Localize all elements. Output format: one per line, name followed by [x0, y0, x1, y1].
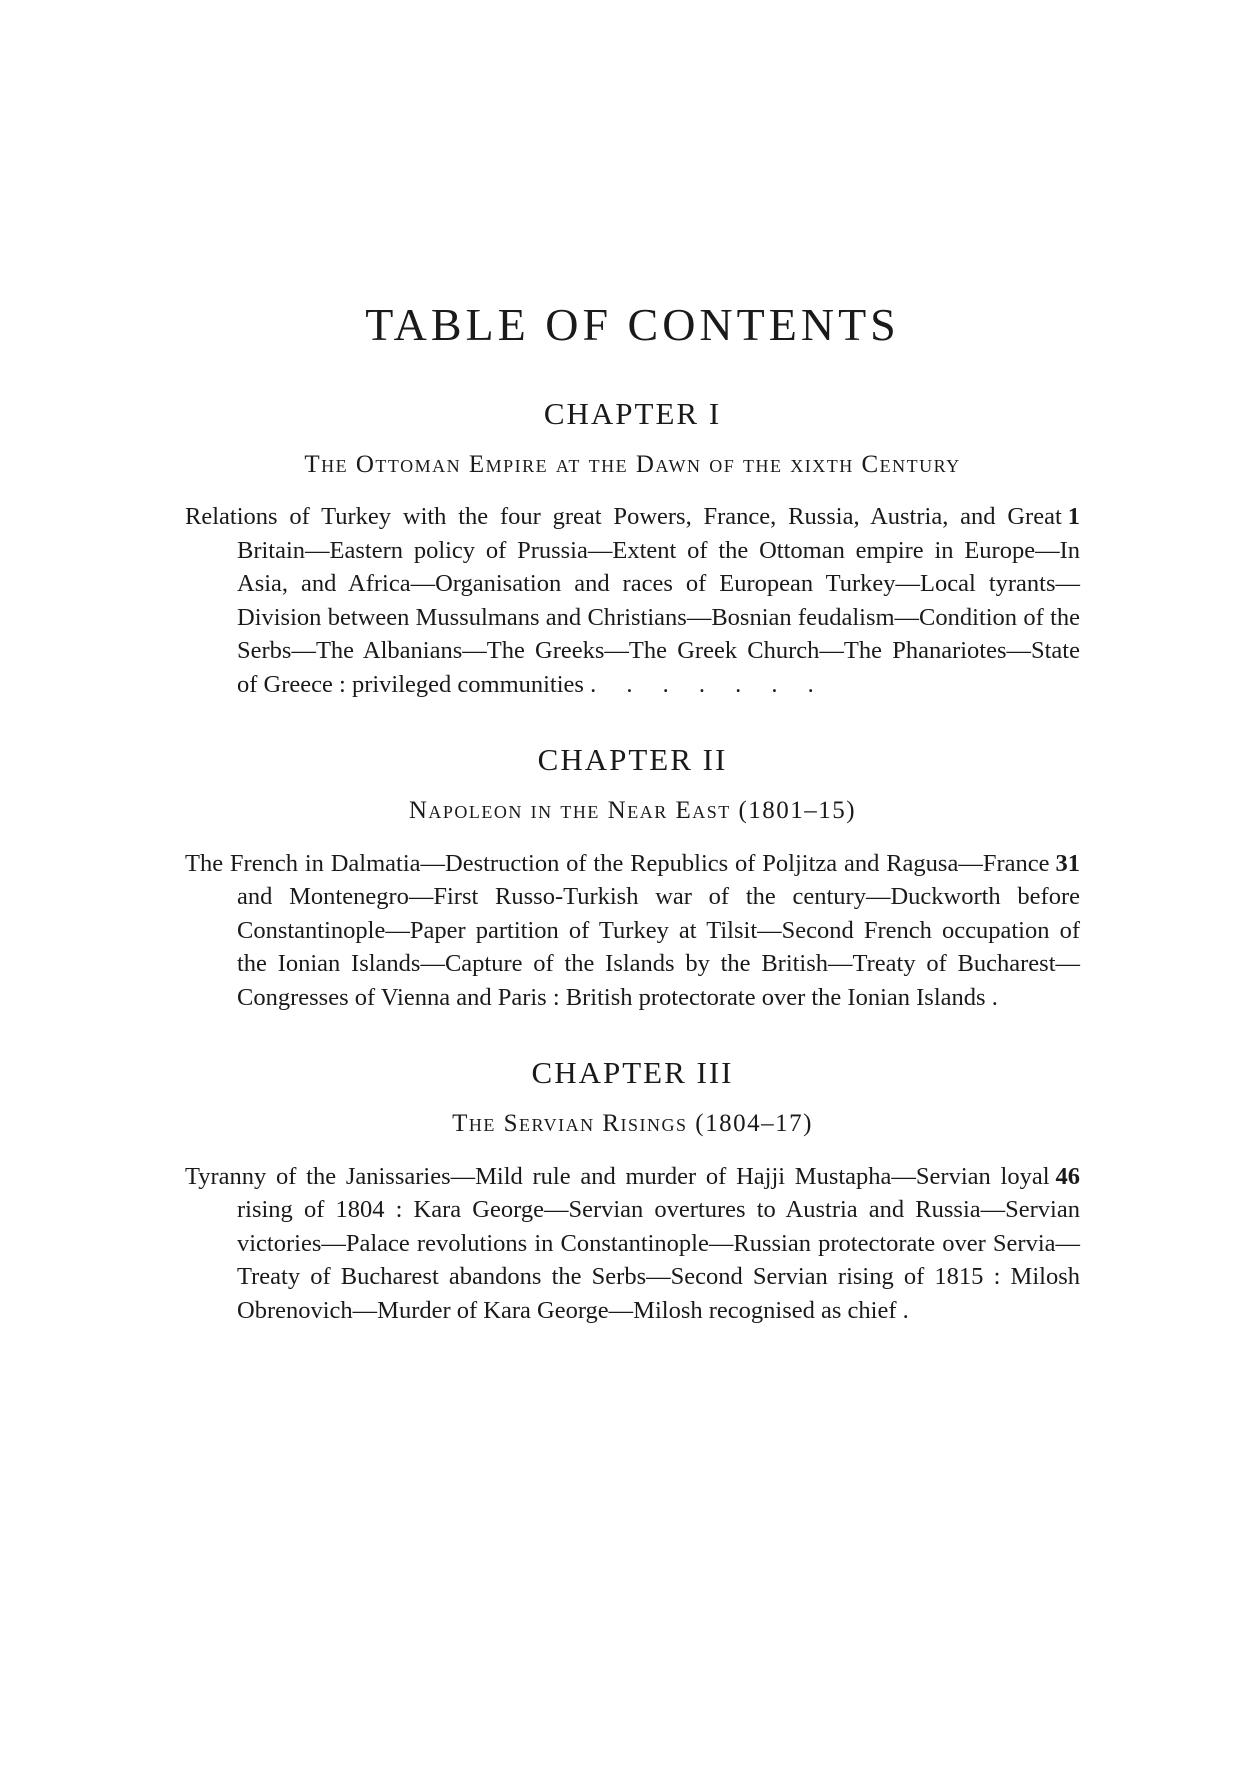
chapter-number: CHAPTER III	[531, 1055, 734, 1091]
chapter-3	[185, 1056, 1080, 1327]
dot-leader: .	[902, 1296, 921, 1324]
page-number: 31	[1055, 849, 1080, 877]
page-number: 1	[1067, 503, 1080, 531]
chapter-title: Napoleon in the Near East (1801–15)	[408, 797, 857, 825]
chapter-1	[185, 397, 1080, 702]
dot-leader: . . . . . . .	[590, 670, 826, 698]
page-number: 46	[1055, 1162, 1080, 1190]
chapter-summary	[185, 1160, 1080, 1328]
summary-text: The French in Dalmatia—Destruction of the Republics of Poljitza and Ragusa—France and Montenegro—First Russo-Turkish war of the century—Duckworth before Constantinople—Paper partition of Turkey at Tilsit—Second French occupation of the Ionian Islands—Capture of the Islands by the British—Treaty of Bucharest—Congresses of Vienna and Paris : British protectorate over the Ionian Islands	[185, 849, 1080, 1011]
chapter-number: CHAPTER I	[543, 395, 722, 431]
chapter-summary	[185, 847, 1080, 1015]
chapter-number: CHAPTER II	[537, 742, 728, 778]
summary-text: Tyranny of the Janissaries—Mild rule and murder of Hajji Mustapha—Servian loyal rising of 1804 : Kara George—Servian overtures to Austria and Russia—Servian victories—Palace revolutions in Constantinople—Russian protectorate over Servia—Treaty of Bucharest abandons the Serbs—Second Servian rising of 1815 : Milosh Obrenovich—Murder of Kara George—Milosh recognised as chief	[185, 1162, 1080, 1324]
chapter-2	[185, 743, 1080, 1014]
page-title: TABLE OF CONTENTS	[365, 299, 900, 350]
chapter-summary	[185, 500, 1080, 701]
chapter-title: The Servian Risings (1804–17)	[452, 1110, 813, 1138]
summary-text: Relations of Turkey with the four great Powers, France, Russia, Austria, and Great Britain—Eastern policy of Prussia—Extent of the Ottoman empire in Europe—In Asia, and Africa—Organisation and races of European Turkey—Local tyrants—Division between Mussulmans and Christians—Bosnian feudalism—Condition of the Serbs—The Albanians—The Greeks—The Greek Church—The Phanariotes—State of Greece : privileged communities	[185, 503, 1080, 698]
chapter-title: The Ottoman Empire at the Dawn of the xixth Century	[304, 450, 961, 478]
dot-leader: .	[991, 983, 1010, 1011]
contents-page	[185, 300, 1080, 1369]
